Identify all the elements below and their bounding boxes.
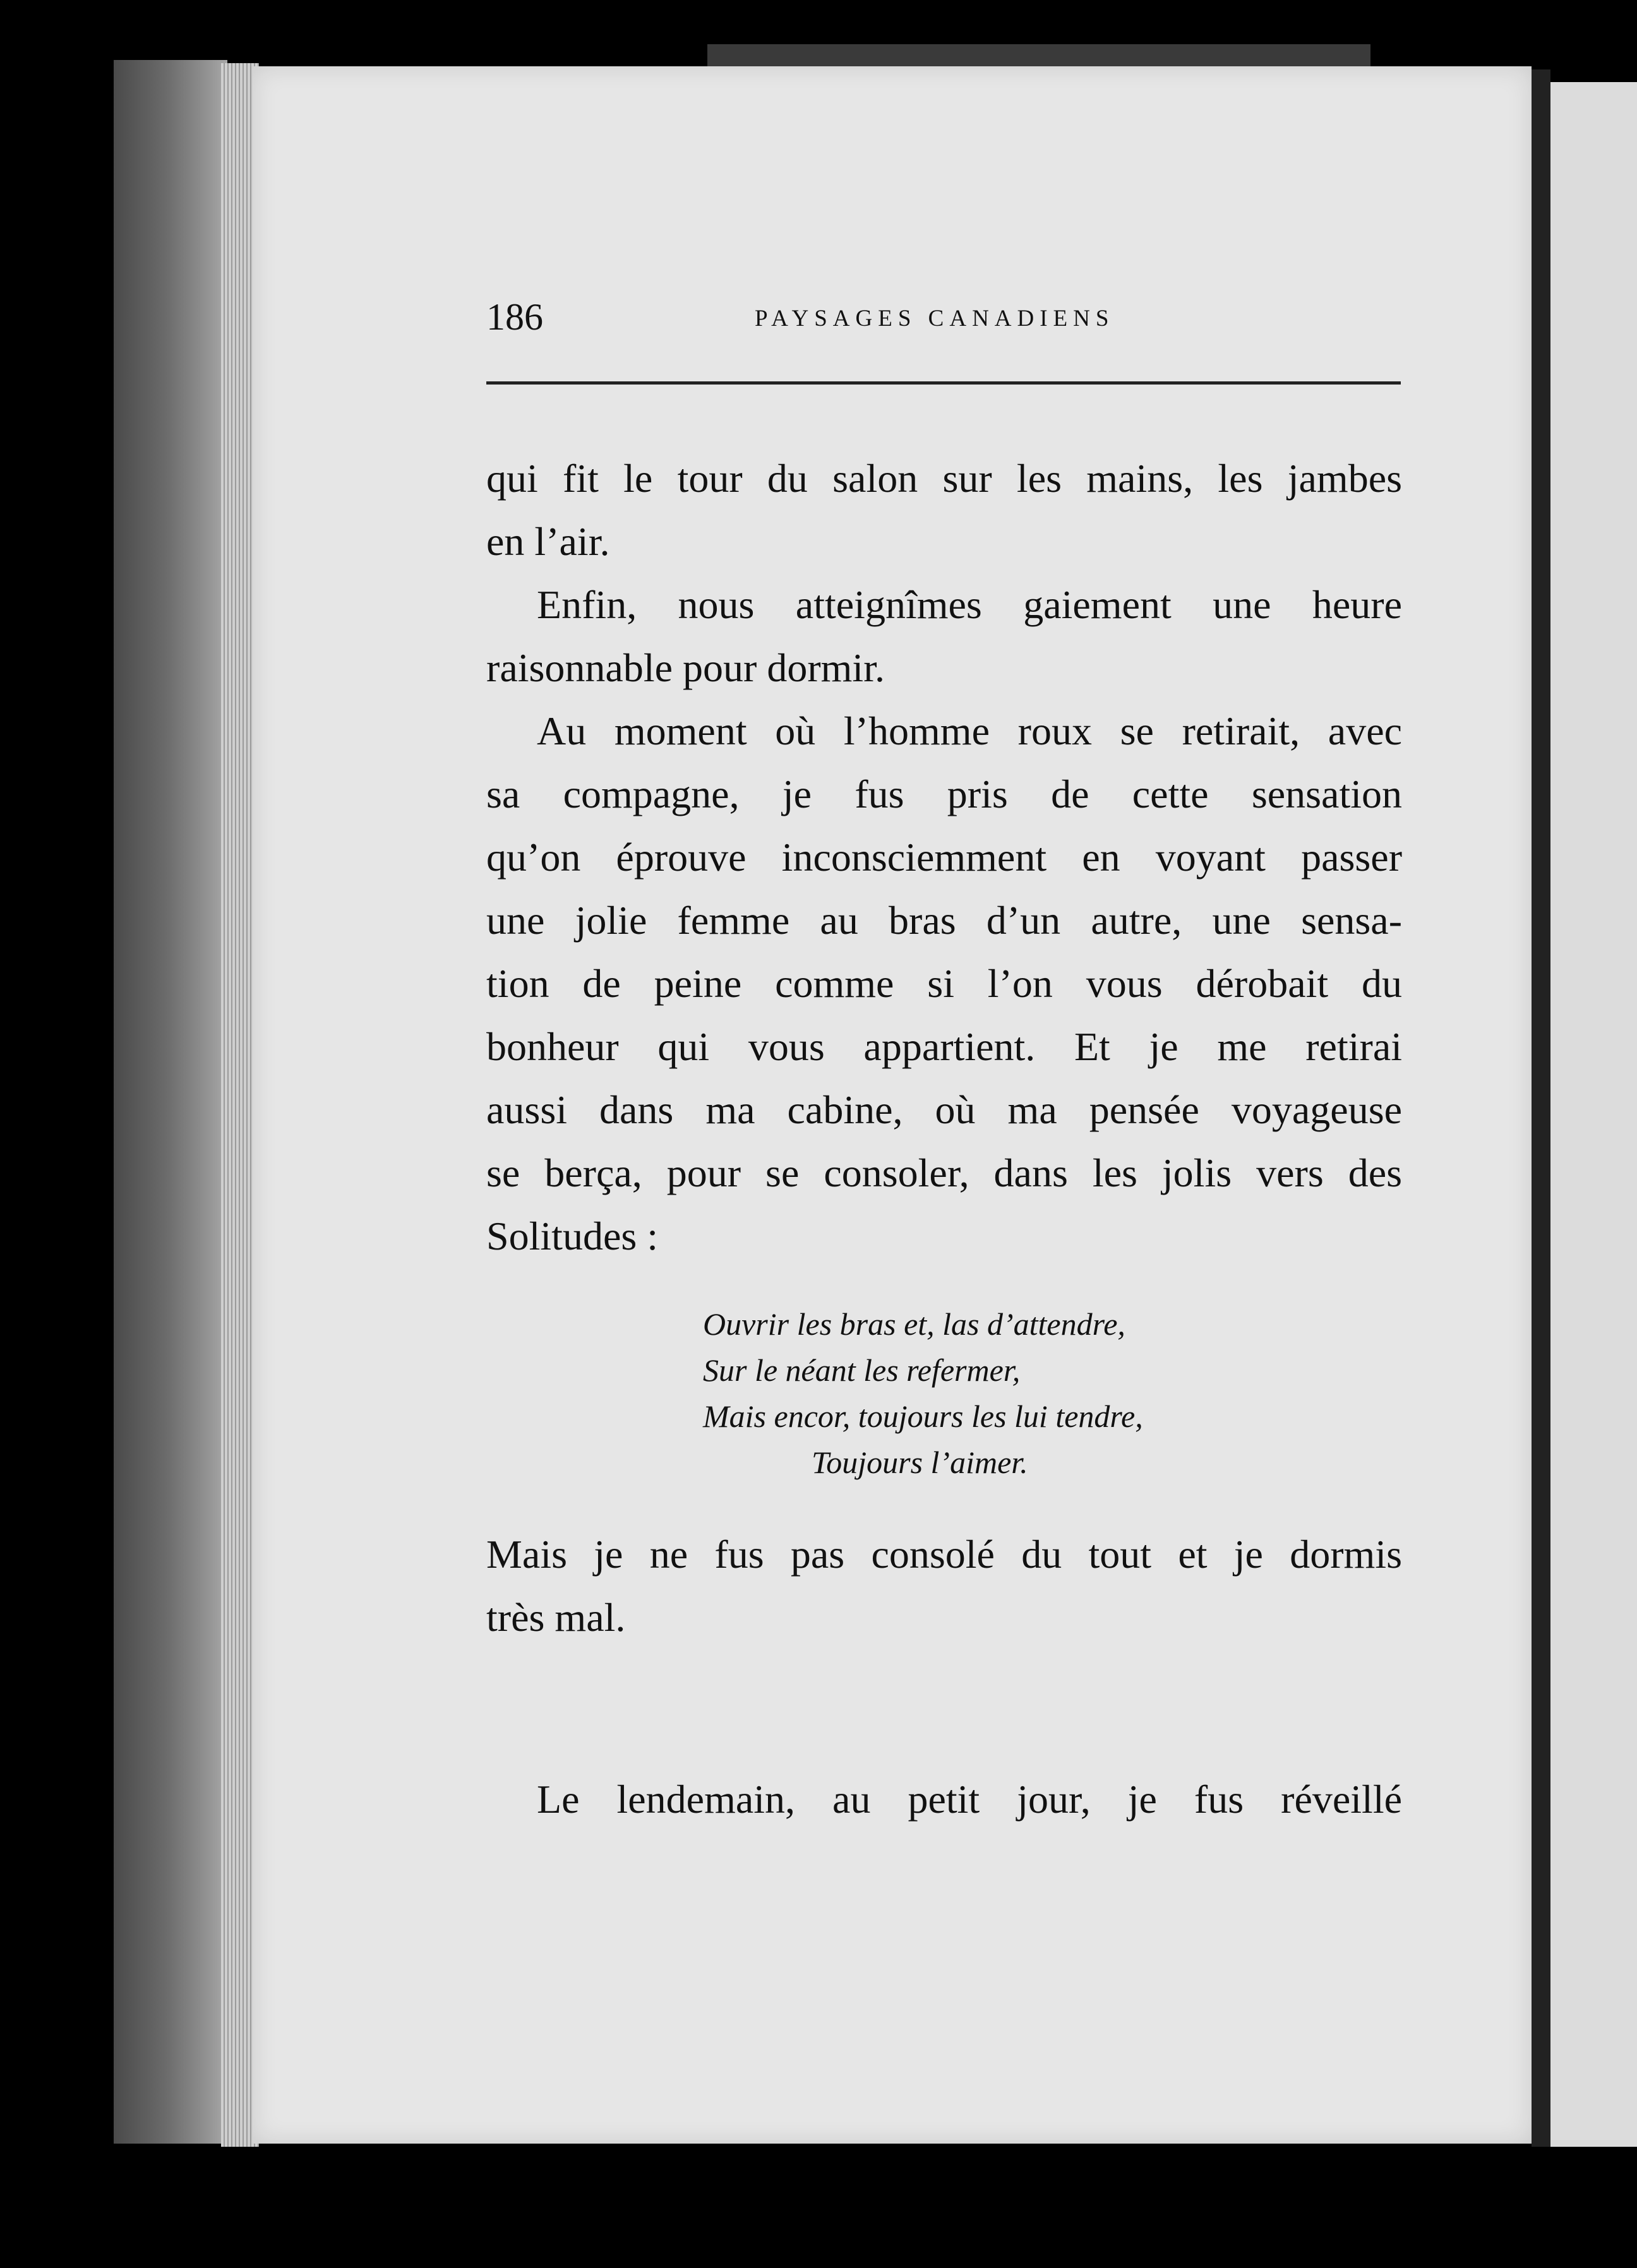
text-line: aussi dans ma cabine, où ma pensée voyageuse	[486, 1087, 1402, 1132]
text-line: en l’air.	[486, 519, 610, 564]
verse-line: Mais encor, toujours les lui tendre,	[703, 1399, 1143, 1434]
header-rule	[486, 381, 1401, 385]
text-line: sa compagne, je fus pris de cette sensation	[486, 772, 1402, 816]
page-number: 186	[486, 296, 543, 338]
verse-line: Ouvrir les bras et, las d’attendre,	[703, 1306, 1125, 1342]
text-line: qui fit le tour du salon sur les mains, les jambes	[486, 456, 1402, 501]
text-line: raisonnable pour dormir.	[486, 645, 885, 690]
text-line: qu’on éprouve inconsciemment en voyant passer	[486, 835, 1402, 880]
text-line: Solitudes :	[486, 1214, 659, 1258]
text-line: Au moment où l’homme roux se retirait, avec	[537, 708, 1402, 753]
text-line: Le lendemain, au petit jour, je fus réveillé	[537, 1777, 1402, 1822]
adjacent-page	[1550, 82, 1637, 2147]
verse-line: Sur le néant les refermer,	[703, 1352, 1021, 1388]
text-line: une jolie femme au bras d’un autre, une sensa-	[486, 898, 1402, 943]
scanner-edge	[707, 44, 1370, 66]
verse-line: Toujours l’aimer.	[812, 1445, 1028, 1480]
running-title: PAYSAGES CANADIENS	[755, 306, 1115, 331]
text-line: très mal.	[486, 1595, 626, 1640]
page-header	[486, 292, 1402, 342]
text-line: bonheur qui vous appartient. Et je me retirai	[486, 1024, 1402, 1069]
text-line: se berça, pour se consoler, dans les jolis vers des	[486, 1150, 1402, 1195]
text-line: Mais je ne fus pas consolé du tout et je dormis	[486, 1532, 1402, 1577]
text-line: tion de peine comme si l’on vous dérobait du	[486, 961, 1402, 1006]
text-line: Enfin, nous atteignîmes gaiement une heure	[537, 582, 1402, 627]
book-spine-shadow	[114, 60, 227, 2144]
gutter	[1532, 69, 1550, 2147]
